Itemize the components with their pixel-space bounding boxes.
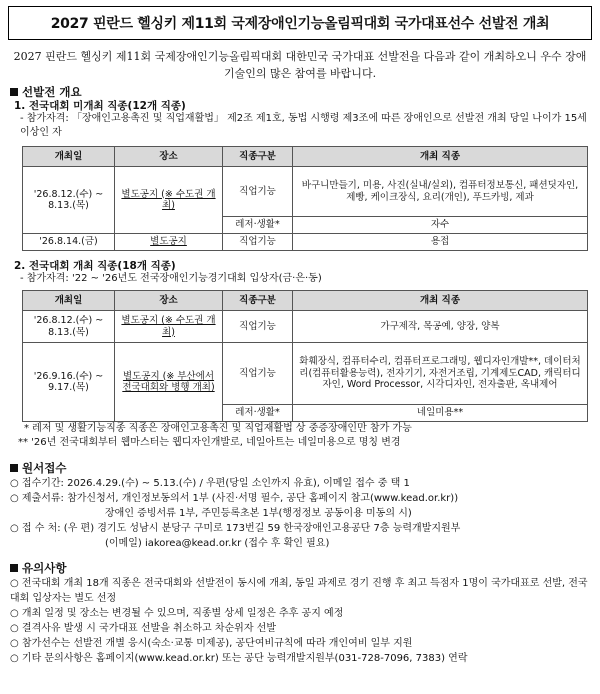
table-non-national: [22, 146, 588, 251]
th-type: 직종구분: [223, 147, 293, 167]
cell-type: 레저·생활*: [223, 405, 293, 422]
footnote-2: ** '26년 전국대회부터 웹마스터는 웹디자인개발로, 네일아트는 네일미용으로 명칭 변경: [18, 437, 401, 448]
cell-type: 직업기능: [223, 343, 293, 405]
sub2-heading: 2. 전국대회 개최 직종(18개 직종): [14, 260, 176, 272]
notes-list: [10, 576, 590, 666]
cell-place: 별도공지 (※ 수도권 개최): [115, 311, 223, 343]
table-national: [22, 290, 588, 422]
th-fields: 개최 직종: [293, 147, 588, 167]
section-notes-heading: 유의사항: [10, 560, 66, 576]
page-title: 2027 핀란드 헬싱키 제11회 국제장애인기능올림픽대회 국가대표선수 선발전 개최: [8, 6, 592, 40]
cell-type: 레저·생활*: [223, 217, 293, 234]
list-item: ○ 제출서류: 참가신청서, 개인정보동의서 1부 (사진·서명 필수, 공단 홈페이지 참고(www.kead.or.kr)): [10, 493, 459, 504]
cell-type: 직업기능: [223, 234, 293, 251]
list-item: (이메일) iakorea@kead.or.kr (접수 후 확인 필요): [105, 538, 330, 549]
square-bullet-icon: [10, 88, 18, 96]
cell-fields: 네일미용**: [293, 405, 588, 422]
th-date: 개최일: [23, 291, 115, 311]
cell-fields: 자수: [293, 217, 588, 234]
sub2-qualification: - 참가자격: '22 ~ '26년도 전국장애인기능경기대회 입상자(금·은·동): [20, 273, 322, 284]
th-fields: 개최 직종: [293, 291, 588, 311]
list-item: ○ 참가선수는 선발전 개별 응시(숙소·교통 미제공), 공단여비규칙에 따라 개인여비 일부 지원: [10, 638, 413, 649]
cell-fields: 바구니만들기, 미용, 사진(실내/실외), 컴퓨터정보통신, 패션딧자인, 제빵, 케이크장식, 요리(개인), 푸드카빙, 제과: [293, 167, 588, 217]
cell-date: '26.8.12.(수) ~ 8.13.(목): [23, 167, 115, 234]
cell-fields: 용접: [293, 234, 588, 251]
cell-type: 직업기능: [223, 167, 293, 217]
application-list: [10, 476, 590, 551]
cell-place: 별도공지: [115, 234, 223, 251]
th-place: 장소: [115, 291, 223, 311]
list-item: ○ 접 수 처: (우 편) 경기도 성남시 분당구 구미로 173번길 59 한국장애인고용공단 7층 능력개발지원부: [10, 523, 461, 534]
list-item: ○ 접수기간: 2026.4.29.(수) ~ 5.13.(수) / 우편(당일 소인까지 유효), 이메일 접수 중 택 1: [10, 478, 410, 489]
cell-date: '26.9.16.(수) ~ 9.17.(목): [23, 343, 115, 422]
section-overview-heading: 선발전 개요: [10, 84, 82, 100]
footnote-1: * 레저 및 생활기능직종 직종은 장애인고용촉진 및 직업재활법 상 중증장애인만 참가 가능: [24, 423, 412, 434]
cell-fields: 가구제작, 목공예, 양장, 양복: [293, 311, 588, 343]
square-bullet-icon: [10, 464, 18, 472]
sub1-heading: 1. 전국대회 미개최 직종(12개 직종): [14, 100, 186, 112]
cell-date: '26.8.12.(수) ~ 8.13.(목): [23, 311, 115, 343]
cell-type: 직업기능: [223, 311, 293, 343]
section-application-heading: 원서접수: [10, 460, 66, 476]
cell-place: 별도공지 (※ 부산에서 전국대회와 병행 개최): [115, 343, 223, 422]
sub1-qualification: - 참가자격: 「장애인고용촉진 및 직업재활법」 제2조 제1호, 동법 시행령 제3조에 따른 장애인으로 선발전 개최 당일 나이가 15세 이상인 자: [20, 113, 587, 138]
list-item: ○ 결격사유 발생 시 국가대표 선발을 취소하고 차순위자 선발: [10, 623, 276, 634]
cell-place: 별도공지 (※ 수도권 개최): [115, 167, 223, 234]
cell-date: '26.8.14.(금): [23, 234, 115, 251]
square-bullet-icon: [10, 564, 18, 572]
list-item: ○ 개최 일정 및 장소는 변경될 수 있으며, 직종별 상세 일정은 추후 공지 예정: [10, 608, 344, 619]
th-place: 장소: [115, 147, 223, 167]
th-date: 개최일: [23, 147, 115, 167]
list-item: ○ 기타 문의사항은 홈페이지(www.kead.or.kr) 또는 공단 능력개발지원부(031-728-7096, 7383) 연락: [10, 653, 468, 664]
cell-fields: 화훼장식, 컴퓨터수리, 컴퓨터프로그래밍, 웹디자인개발**, 데이터처리(컴퓨터활용능력), 전자기기, 자전거조립, 기계제도CAD, 캐릭터디자인, Word Processor, 시각디자인, 전자출판, 옥내제어: [293, 343, 588, 405]
intro-text: 2027 핀란드 헬싱키 제11회 국제장애인기능올림픽대회 대한민국 국가대표 선발전을 다음과 같이 개최하오니 우수 장애 기술인의 많은 참여를 바랍니다.: [13, 50, 587, 80]
list-item: 장애인 증빙서류 1부, 주민등록초본 1부(행정정보 공동이용 미동의 시): [105, 508, 412, 519]
list-item: ○ 전국대회 개최 18개 직종은 전국대회와 선발전이 동시에 개최, 동일 과제로 경기 진행 후 최고 득점자 1명이 국가대표로 선발, 전국대회 입상자는 별도 선정: [10, 578, 588, 604]
th-type: 직종구분: [223, 291, 293, 311]
